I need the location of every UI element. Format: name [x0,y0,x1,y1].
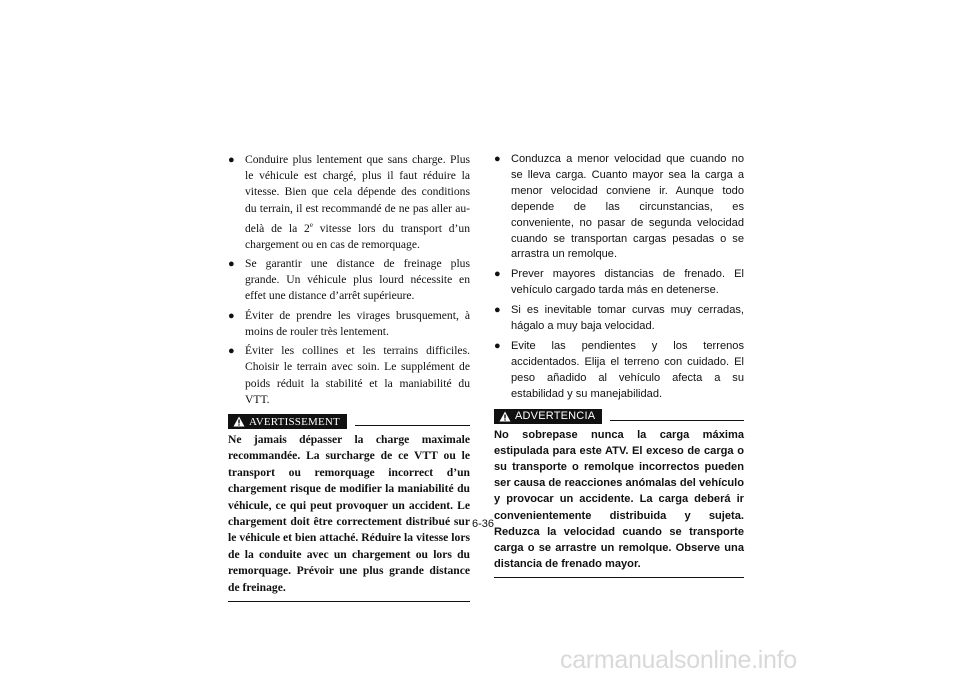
spanish-column [494,152,744,578]
warning-badge [494,409,602,424]
warning-text: Ne jamais dépasser la charge maximale recommandée. La surcharge de ce VTT ou le transport ou remorquage incorrect d’un chargement risque de modifier la maniabilité du véhicule, ce qui peut provoquer un accident. Le chargement doit être correctement distribué sur le véhicule et bien attaché. Réduire la vitesse lors de la conduite avec un chargement ou lors du remorquage. Prévoir une plus grande distance de freinage. [228,432,470,594]
watermark: carmanualsonline.info [560,646,797,674]
list-item [494,152,744,263]
warning-header [228,414,470,430]
list-item [228,256,470,305]
bullet-text: Prever mayores distancias de frenado. El vehículo cargado tarda más en detenerse. [511,268,744,297]
bullet-text: Éviter les collines et les terrains difficiles. Choisir le terrain avec soin. Le supplément de poids réduit la stabilité et la maniabilité du VTT. [245,344,470,406]
warning-rule [610,420,744,421]
bullet-text: Se garantir une distance de freinage plus grande. Un véhicule plus lourd nécessite en effet une distance d’arrêt supérieure. [245,257,470,303]
warning-header [494,409,744,425]
bullet-text: Evite las pendientes y los terrenos accidentados. Elija el terreno con cuidado. El peso añadido al vehículo afecta a su estabilidad y su manejabilidad. [511,339,744,400]
warning-end-rule [494,577,744,578]
bullet-icon: ● [494,153,501,165]
bullet-text-tail: vitesse lors du transport d’un chargement ou en cas de remorquage. [245,221,470,251]
bullet-text: Conduire plus lentement que sans charge. Plus le véhicule est chargé, plus il faut réduire la vitesse. Bien que cela dépende des conditions du terrain, il est recommandé de ne pas aller au-delà de la 2 [245,153,470,235]
bullet-icon: ● [494,268,501,281]
list-item [494,303,744,335]
bullet-icon: ● [228,345,235,358]
warning-end-rule [228,601,470,602]
list-item [228,343,470,408]
bullet-icon: ● [228,154,235,166]
bullet-icon: ● [494,304,501,317]
warning-rule [355,425,470,426]
bullet-icon: ● [228,258,235,271]
list-item [228,308,470,340]
bullet-icon: ● [494,339,501,352]
bullet-text: Conduzca a menor velocidad que cuando no se lleva carga. Cuanto mayor sea la carga a menor velocidad conviene ir. Aunque todo depende de las circunstancias, es conveniente, no pasar de segunda velocidad cuando se transportan cargas pesadas o se arrastra un remolque. [511,153,744,261]
warning-badge [228,414,347,429]
page-number: 6-36 [471,518,495,530]
warning-triangle-icon [499,411,511,422]
warning-label: ADVERTENCIA [515,409,596,422]
bullet-text: Éviter de prendre les virages brusquement, à moins de rouler très lentement. [245,308,470,338]
french-column [228,152,470,602]
warning-text: No sobrepase nunca la carga máxima estipulada para este ATV. El exceso de carga o su transporte o remolque incorrectos pueden ser causa de reacciones anómalas del vehículo y provocar un accidente. La carga deberá ir convenientemente distribuida y sujeta. Reduzca la velocidad cuando se transporte carga o se arrastre un remolque. Observe una distancia de frenado mayor. [494,428,744,571]
warning-label: AVERTISSEMENT [249,415,340,428]
warning-triangle-icon [233,416,245,427]
list-item [228,152,470,253]
superscript: e [309,220,313,229]
bullet-text: Si es inevitable tomar curvas muy cerradas, hágalo a muy baja velocidad. [511,304,744,333]
bullet-icon: ● [228,309,235,322]
list-item [494,339,744,403]
list-item [494,267,744,299]
